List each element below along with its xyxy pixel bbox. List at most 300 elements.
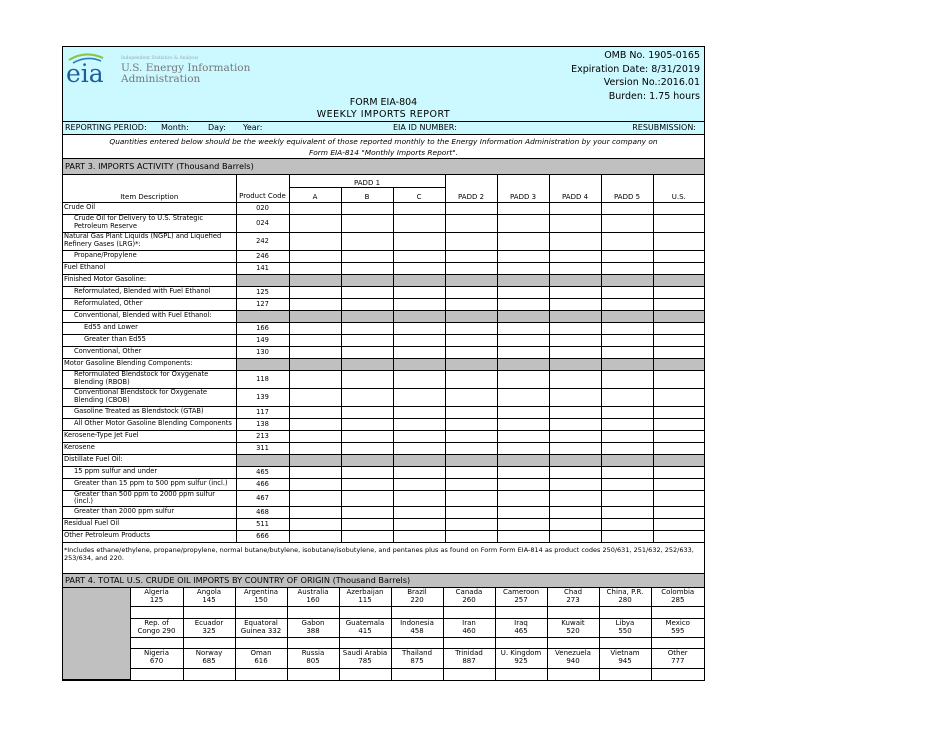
volume-input-cell[interactable] — [393, 214, 445, 232]
volume-input-cell[interactable] — [497, 334, 549, 346]
volume-input-cell[interactable] — [341, 322, 393, 334]
volume-input-cell[interactable] — [393, 346, 445, 358]
volume-input-cell[interactable] — [445, 286, 497, 298]
volume-input-cell[interactable] — [549, 466, 601, 478]
volume-input-cell[interactable] — [601, 442, 653, 454]
volume-input-cell[interactable] — [601, 466, 653, 478]
volume-input-cell[interactable] — [549, 506, 601, 518]
volume-input-cell[interactable] — [601, 250, 653, 262]
product-code: 125 — [236, 286, 289, 298]
expiration-date: Expiration Date: 8/31/2019 — [571, 63, 700, 75]
country-label — [547, 588, 599, 607]
volume-input-cell — [445, 358, 497, 370]
volume-input-cell[interactable] — [341, 298, 393, 310]
volume-input-cell[interactable] — [549, 322, 601, 334]
country-volume-input[interactable] — [651, 638, 704, 649]
volume-input-cell[interactable] — [497, 388, 549, 406]
table-row — [63, 418, 704, 430]
volume-input-cell[interactable] — [549, 530, 601, 542]
volume-input-cell[interactable] — [497, 298, 549, 310]
country-volume-input[interactable] — [547, 607, 599, 619]
volume-input-cell[interactable] — [289, 466, 341, 478]
table-row — [63, 274, 704, 286]
volume-input-cell[interactable] — [393, 518, 445, 530]
volume-input-cell[interactable] — [601, 490, 653, 506]
form-header — [63, 47, 704, 122]
volume-input-cell[interactable] — [393, 298, 445, 310]
country-volume-input[interactable] — [391, 669, 443, 680]
volume-input-cell[interactable] — [393, 388, 445, 406]
country-volume-input[interactable] — [130, 669, 183, 680]
volume-input-cell[interactable] — [653, 346, 704, 358]
volume-input-cell[interactable] — [445, 430, 497, 442]
volume-input-cell — [393, 358, 445, 370]
country-name: Colombia — [661, 587, 695, 596]
volume-input-cell — [653, 310, 704, 322]
country-code: Congo 290 — [137, 627, 176, 636]
volume-input-cell[interactable] — [549, 334, 601, 346]
country-volume-input[interactable] — [443, 607, 495, 619]
month-field[interactable]: Month: — [161, 123, 189, 132]
volume-input-cell[interactable] — [393, 322, 445, 334]
volume-input-cell[interactable] — [653, 286, 704, 298]
volume-input-cell[interactable] — [549, 490, 601, 506]
volume-input-cell[interactable] — [289, 406, 341, 418]
volume-input-cell[interactable] — [601, 262, 653, 274]
country-volume-input[interactable] — [391, 638, 443, 649]
country-volume-input[interactable] — [287, 669, 339, 680]
country-volume-input[interactable] — [339, 669, 391, 680]
volume-input-cell[interactable] — [445, 490, 497, 506]
volume-input-cell[interactable] — [341, 530, 393, 542]
country-name: Gabon — [301, 619, 325, 628]
volume-input-cell[interactable] — [289, 298, 341, 310]
day-field[interactable]: Day: — [208, 123, 226, 132]
volume-input-cell[interactable] — [393, 430, 445, 442]
country-volume-input[interactable] — [443, 669, 495, 680]
country-volume-input[interactable] — [651, 669, 704, 680]
country-volume-input[interactable] — [183, 669, 235, 680]
country-volume-input[interactable] — [235, 607, 287, 619]
volume-input-cell[interactable] — [601, 518, 653, 530]
country-code: 670 — [149, 657, 164, 666]
country-label — [287, 588, 339, 607]
country-name: Libya — [615, 619, 635, 628]
country-name: Algeria — [144, 587, 169, 596]
volume-input-cell[interactable] — [601, 418, 653, 430]
volume-input-cell[interactable] — [341, 388, 393, 406]
table-row — [63, 298, 704, 310]
country-name: Venezuela — [555, 649, 591, 658]
volume-input-cell[interactable] — [601, 388, 653, 406]
volume-input-cell[interactable] — [653, 430, 704, 442]
volume-input-cell[interactable] — [497, 466, 549, 478]
country-volume-input[interactable] — [495, 638, 547, 649]
country-volume-input[interactable] — [235, 669, 287, 680]
volume-input-cell[interactable] — [289, 214, 341, 232]
volume-input-cell[interactable] — [497, 286, 549, 298]
volume-input-cell[interactable] — [601, 298, 653, 310]
volume-input-cell[interactable] — [653, 202, 704, 214]
table-row — [63, 202, 704, 214]
country-name: Equatoral — [244, 619, 278, 628]
volume-input-cell[interactable] — [497, 322, 549, 334]
volume-input-cell[interactable] — [341, 430, 393, 442]
volume-input-cell[interactable] — [445, 202, 497, 214]
item-description: Ed55 and Lower — [63, 322, 236, 334]
volume-input-cell[interactable] — [445, 388, 497, 406]
country-volume-input[interactable] — [130, 607, 183, 619]
volume-input-cell[interactable] — [653, 214, 704, 232]
volume-input-cell[interactable] — [653, 418, 704, 430]
volume-input-cell[interactable] — [497, 232, 549, 250]
padd1-header: PADD 1 — [289, 175, 445, 187]
country-volume-input[interactable] — [547, 669, 599, 680]
volume-input-cell[interactable] — [341, 232, 393, 250]
product-code: 020 — [236, 202, 289, 214]
volume-input-cell[interactable] — [445, 418, 497, 430]
volume-input-cell[interactable] — [445, 370, 497, 388]
country-name: Brazil — [407, 587, 427, 596]
country-label — [599, 619, 651, 638]
country-label — [235, 588, 287, 607]
volume-input-cell[interactable] — [393, 334, 445, 346]
country-name: Argentina — [243, 587, 279, 596]
volume-input-cell[interactable] — [653, 334, 704, 346]
volume-input-cell — [549, 454, 601, 466]
volume-input-cell[interactable] — [289, 418, 341, 430]
volume-input-cell[interactable] — [549, 250, 601, 262]
volume-input-cell[interactable] — [601, 478, 653, 490]
country-name: Australia — [297, 587, 329, 596]
volume-input-cell[interactable] — [601, 370, 653, 388]
country-volume-input[interactable] — [287, 607, 339, 619]
volume-input-cell[interactable] — [497, 262, 549, 274]
volume-input-cell[interactable] — [289, 442, 341, 454]
volume-input-cell[interactable] — [393, 286, 445, 298]
volume-input-cell[interactable] — [653, 298, 704, 310]
product-code — [236, 454, 289, 466]
volume-input-cell[interactable] — [341, 518, 393, 530]
volume-input-cell — [289, 310, 341, 322]
volume-input-cell[interactable] — [341, 442, 393, 454]
volume-input-cell[interactable] — [601, 506, 653, 518]
year-field[interactable]: Year: — [243, 123, 263, 132]
table-row — [63, 388, 704, 406]
volume-input-cell[interactable] — [341, 506, 393, 518]
volume-input-cell[interactable] — [445, 442, 497, 454]
volume-input-cell[interactable] — [445, 406, 497, 418]
volume-input-cell[interactable] — [289, 478, 341, 490]
volume-input-cell[interactable] — [549, 262, 601, 274]
volume-input-cell[interactable] — [549, 442, 601, 454]
country-volume-input[interactable] — [183, 607, 235, 619]
country-volume-input[interactable] — [599, 638, 651, 649]
volume-input-cell[interactable] — [601, 346, 653, 358]
country-volume-input[interactable] — [651, 607, 704, 619]
volume-input-cell[interactable] — [289, 490, 341, 506]
country-label — [287, 619, 339, 638]
volume-input-cell[interactable] — [393, 442, 445, 454]
volume-input-cell[interactable] — [393, 202, 445, 214]
volume-input-cell — [497, 310, 549, 322]
volume-input-cell[interactable] — [549, 406, 601, 418]
volume-input-cell[interactable] — [289, 518, 341, 530]
volume-input-cell[interactable] — [497, 530, 549, 542]
volume-input-cell[interactable] — [289, 322, 341, 334]
shaded-block — [63, 588, 130, 680]
item-description: Conventional, Blended with Fuel Ethanol: — [63, 310, 236, 322]
country-label — [183, 619, 235, 638]
volume-input-cell[interactable] — [341, 286, 393, 298]
volume-input-cell[interactable] — [653, 232, 704, 250]
country-name: Azerbaijan — [346, 587, 384, 596]
volume-input-cell[interactable] — [601, 322, 653, 334]
volume-input-cell[interactable] — [653, 442, 704, 454]
volume-input-cell[interactable] — [601, 334, 653, 346]
padd1-b-header: B — [341, 187, 393, 202]
volume-input-cell[interactable] — [653, 370, 704, 388]
burden: Burden: 1.75 hours — [608, 90, 700, 102]
volume-input-cell[interactable] — [497, 214, 549, 232]
instructions-line2: Form EIA-814 "Monthly Imports Report". — [308, 148, 459, 157]
country-label — [599, 588, 651, 607]
volume-input-cell[interactable] — [289, 334, 341, 346]
volume-input-cell[interactable] — [341, 490, 393, 506]
volume-input-cell[interactable] — [549, 202, 601, 214]
volume-input-cell[interactable] — [393, 418, 445, 430]
volume-input-cell[interactable] — [341, 370, 393, 388]
volume-input-cell[interactable] — [341, 418, 393, 430]
country-volume-input[interactable] — [287, 638, 339, 649]
country-label — [443, 649, 495, 669]
country-code: 160 — [306, 595, 320, 604]
volume-input-cell[interactable] — [653, 530, 704, 542]
volume-input-cell[interactable] — [445, 232, 497, 250]
item-description: Natural Gas Plant Liquids (NGPL) and Liquefied Refinery Gases (LRG)*: — [63, 232, 236, 250]
product-code: 242 — [236, 232, 289, 250]
volume-input-cell[interactable] — [445, 478, 497, 490]
volume-input-cell[interactable] — [445, 214, 497, 232]
country-name: Cameroon — [502, 587, 540, 596]
table-row — [63, 370, 704, 388]
volume-input-cell[interactable] — [497, 442, 549, 454]
volume-input-cell[interactable] — [549, 518, 601, 530]
volume-input-cell[interactable] — [549, 286, 601, 298]
volume-input-cell[interactable] — [289, 250, 341, 262]
volume-input-cell — [601, 310, 653, 322]
eia-id-field[interactable]: EIA ID NUMBER: — [393, 123, 457, 132]
volume-input-cell[interactable] — [653, 388, 704, 406]
country-volume-input[interactable] — [183, 638, 235, 649]
country-label-row — [63, 588, 704, 607]
omb-number: OMB No. 1905-0165 — [604, 50, 700, 61]
volume-input-cell[interactable] — [497, 346, 549, 358]
volume-input-cell[interactable] — [445, 262, 497, 274]
volume-input-cell[interactable] — [601, 232, 653, 250]
country-label — [443, 588, 495, 607]
country-label — [391, 588, 443, 607]
instructions-line1: Quantities entered below should be the weekly equivalent of those reported monthly to the Energy Information Administration by your company on — [109, 137, 658, 146]
volume-input-cell[interactable] — [549, 418, 601, 430]
volume-input-cell[interactable] — [289, 388, 341, 406]
volume-input-cell[interactable] — [393, 490, 445, 506]
volume-input-cell[interactable] — [289, 370, 341, 388]
country-volume-input[interactable] — [599, 669, 651, 680]
volume-input-cell[interactable] — [497, 478, 549, 490]
country-code: 875 — [410, 657, 424, 666]
volume-input-cell — [445, 274, 497, 286]
resubmission-field[interactable]: RESUBMISSION: — [632, 123, 696, 132]
footnote: *Includes ethane/ethylene, propane/propylene, normal butane/butylene, isobutane/isobutylene, and pentanes plus as found on Form Form EIA-814 as product codes 250/631, 251/632, 252/633, 253/634, and 220. — [63, 543, 704, 574]
table-row — [63, 322, 704, 334]
country-volume-input[interactable] — [339, 638, 391, 649]
volume-input-cell[interactable] — [289, 262, 341, 274]
country-volume-input[interactable] — [235, 638, 287, 649]
volume-input-cell[interactable] — [653, 478, 704, 490]
item-description: Motor Gasoline Blending Components: — [63, 358, 236, 370]
volume-input-cell[interactable] — [289, 232, 341, 250]
volume-input-cell[interactable] — [497, 202, 549, 214]
volume-input-cell[interactable] — [549, 298, 601, 310]
country-code: 115 — [358, 595, 372, 604]
volume-input-cell[interactable] — [601, 202, 653, 214]
table-row — [63, 286, 704, 298]
country-volume-input[interactable] — [339, 607, 391, 619]
volume-input-cell[interactable] — [341, 406, 393, 418]
volume-input-cell[interactable] — [393, 506, 445, 518]
volume-input-cell[interactable] — [549, 232, 601, 250]
volume-input-cell[interactable] — [341, 334, 393, 346]
volume-input-cell[interactable] — [289, 506, 341, 518]
item-description: Crude Oil — [63, 202, 236, 214]
volume-input-cell[interactable] — [653, 250, 704, 262]
volume-input-cell[interactable] — [289, 202, 341, 214]
volume-input-cell[interactable] — [549, 388, 601, 406]
country-volume-input[interactable] — [599, 607, 651, 619]
volume-input-cell[interactable] — [497, 506, 549, 518]
volume-input-cell[interactable] — [497, 518, 549, 530]
volume-input-cell[interactable] — [393, 250, 445, 262]
volume-input-cell[interactable] — [497, 370, 549, 388]
volume-input-cell[interactable] — [601, 430, 653, 442]
volume-input-cell[interactable] — [445, 322, 497, 334]
table-row — [63, 406, 704, 418]
volume-input-cell[interactable] — [393, 478, 445, 490]
country-label — [183, 588, 235, 607]
product-code — [236, 358, 289, 370]
volume-input-cell — [341, 454, 393, 466]
country-volume-input[interactable] — [547, 638, 599, 649]
volume-input-cell — [497, 454, 549, 466]
volume-input-cell[interactable] — [601, 286, 653, 298]
volume-input-cell[interactable] — [549, 214, 601, 232]
volume-input-cell[interactable] — [549, 430, 601, 442]
volume-input-cell[interactable] — [289, 530, 341, 542]
volume-input-cell[interactable] — [653, 262, 704, 274]
volume-input-cell[interactable] — [497, 418, 549, 430]
item-description: 15 ppm sulfur and under — [63, 466, 236, 478]
volume-input-cell[interactable] — [445, 530, 497, 542]
volume-input-cell[interactable] — [653, 490, 704, 506]
volume-input-cell[interactable] — [445, 346, 497, 358]
volume-input-cell — [393, 274, 445, 286]
volume-input-cell[interactable] — [497, 430, 549, 442]
volume-input-cell — [289, 358, 341, 370]
volume-input-cell — [653, 358, 704, 370]
volume-input-cell[interactable] — [341, 346, 393, 358]
country-volume-input[interactable] — [130, 638, 183, 649]
country-name: U. Kingdom — [500, 649, 542, 658]
volume-input-cell[interactable] — [549, 478, 601, 490]
volume-input-cell[interactable] — [289, 346, 341, 358]
item-description: Finished Motor Gasoline: — [63, 274, 236, 286]
product-code: 213 — [236, 430, 289, 442]
country-code: 925 — [514, 657, 528, 666]
volume-input-cell[interactable] — [341, 214, 393, 232]
volume-input-cell[interactable] — [601, 214, 653, 232]
country-name: Angola — [196, 587, 222, 596]
volume-input-cell[interactable] — [601, 406, 653, 418]
volume-input-cell[interactable] — [393, 232, 445, 250]
country-name: China, P.R. — [606, 587, 644, 596]
volume-input-cell[interactable] — [341, 262, 393, 274]
volume-input-cell[interactable] — [393, 466, 445, 478]
volume-input-cell[interactable] — [549, 370, 601, 388]
volume-input-cell[interactable] — [445, 250, 497, 262]
volume-input-cell[interactable] — [289, 430, 341, 442]
form-title: WEEKLY IMPORTS REPORT — [316, 108, 451, 120]
volume-input-cell[interactable] — [497, 490, 549, 506]
volume-input-cell[interactable] — [393, 406, 445, 418]
volume-input-cell[interactable] — [653, 406, 704, 418]
volume-input-cell[interactable] — [497, 406, 549, 418]
volume-input-cell[interactable] — [341, 478, 393, 490]
country-label-row — [63, 619, 704, 638]
country-volume-input[interactable] — [443, 638, 495, 649]
product-code: 127 — [236, 298, 289, 310]
volume-input-cell[interactable] — [393, 262, 445, 274]
table-row — [63, 466, 704, 478]
volume-input-cell[interactable] — [653, 466, 704, 478]
table-row — [63, 346, 704, 358]
volume-input-cell[interactable] — [393, 530, 445, 542]
volume-input-cell[interactable] — [653, 322, 704, 334]
volume-input-cell[interactable] — [601, 530, 653, 542]
volume-input-cell[interactable] — [445, 298, 497, 310]
volume-input-cell[interactable] — [289, 286, 341, 298]
country-volume-input[interactable] — [495, 669, 547, 680]
country-volume-input[interactable] — [495, 607, 547, 619]
volume-input-cell[interactable] — [341, 466, 393, 478]
volume-input-cell[interactable] — [445, 334, 497, 346]
country-volume-input[interactable] — [391, 607, 443, 619]
volume-input-cell[interactable] — [341, 202, 393, 214]
table-row — [63, 232, 704, 250]
country-label — [235, 649, 287, 669]
volume-input-cell[interactable] — [445, 466, 497, 478]
volume-input-cell[interactable] — [341, 250, 393, 262]
volume-input-cell[interactable] — [445, 518, 497, 530]
volume-input-cell[interactable] — [653, 518, 704, 530]
volume-input-cell[interactable] — [653, 506, 704, 518]
volume-input-cell[interactable] — [549, 346, 601, 358]
country-name: Trinidad — [455, 649, 483, 658]
volume-input-cell[interactable] — [393, 370, 445, 388]
volume-input-cell[interactable] — [445, 506, 497, 518]
country-label — [547, 619, 599, 638]
volume-input-cell[interactable] — [497, 250, 549, 262]
